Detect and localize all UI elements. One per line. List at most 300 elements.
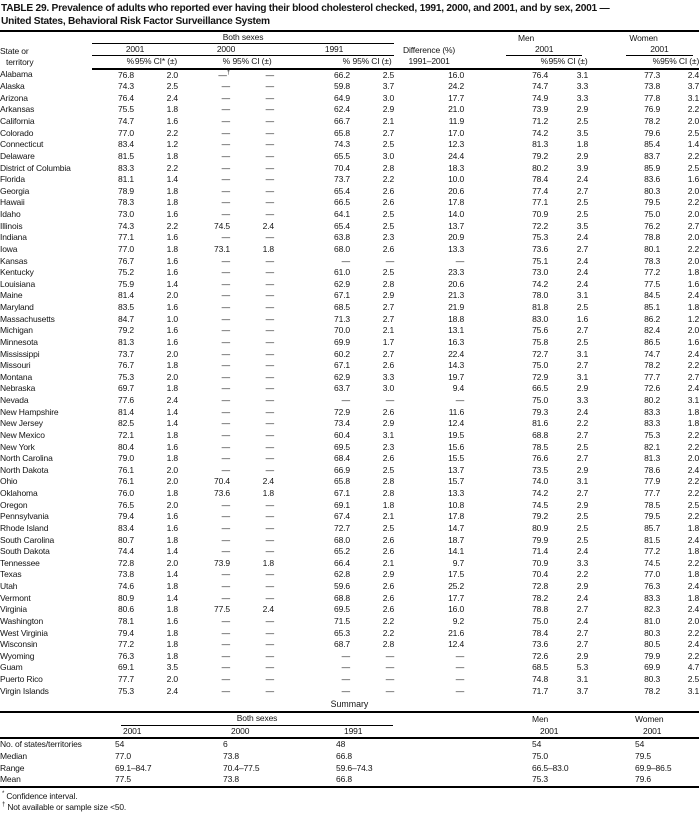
pmen-cell: 70.4 — [532, 569, 549, 580]
p1991-cell: 66.2 — [334, 69, 350, 80]
pwomen-cell: 83.3 — [644, 418, 661, 429]
ciwomen-cell: 1.8 — [687, 302, 699, 313]
ci1991-cell: 2.9 — [382, 569, 395, 580]
pwomen-cell: 74.7 — [644, 348, 661, 359]
pwomen-cell: 78.3 — [644, 255, 661, 266]
ci2000-cell: — — [265, 69, 274, 80]
p2000-cell: — — [221, 511, 230, 522]
table-title — [0, 0, 699, 29]
ci1991-cell: 2.6 — [382, 185, 395, 196]
pwomen-cell: 79.5 — [644, 511, 661, 522]
diff-cell: 24.4 — [448, 150, 465, 161]
p2001-cell: 81.1 — [118, 174, 134, 185]
pwomen-cell: 79.5 — [644, 197, 661, 208]
ci2001-cell: 1.6 — [166, 255, 178, 266]
ci2001-cell: 1.0 — [166, 313, 178, 324]
ci1991-cell: 3.1 — [382, 429, 395, 440]
p1991-cell: 65.8 — [334, 127, 350, 138]
pmen-cell: 75.0 — [532, 395, 549, 406]
p1991-cell: 65.4 — [334, 220, 350, 231]
diff-cell: 25.2 — [448, 581, 465, 592]
footnotes — [0, 788, 699, 813]
pmen-cell: 74.9 — [532, 92, 549, 103]
p2000-cell: — — [221, 162, 230, 173]
ci2000-cell: — — [265, 662, 274, 673]
table-row — [0, 116, 699, 128]
ci2001-cell: 2.0 — [166, 464, 178, 475]
pwomen-cell: 85.4 — [644, 139, 661, 150]
p1991-cell: 62.9 — [334, 278, 350, 289]
pmen-cell: 79.2 — [532, 150, 549, 161]
table-row — [0, 511, 699, 523]
table-row — [0, 151, 699, 163]
ci2001-cell: 1.6 — [166, 615, 178, 626]
cimen-cell: 2.9 — [576, 650, 589, 661]
ci2000-cell: — — [265, 197, 274, 208]
cimen-cell: 2.9 — [576, 581, 589, 592]
ci2001-cell: 1.6 — [166, 232, 178, 243]
summary-y2001-cell: 54 — [115, 738, 125, 749]
p2001-cell: 79.2 — [118, 325, 134, 336]
ci1991-cell: 2.6 — [382, 197, 395, 208]
ciwomen-cell: 2.4 — [687, 290, 699, 301]
p1991-cell: 74.3 — [334, 139, 350, 150]
state-cell: Virginia — [0, 604, 27, 615]
ci2000-cell: — — [265, 627, 274, 638]
cimen-cell: 2.4 — [576, 615, 589, 626]
p2001-cell: 75.3 — [118, 685, 134, 696]
p2000-cell: — — [221, 639, 230, 650]
diff-cell: 17.0 — [448, 127, 465, 138]
p2001-cell: 80.9 — [118, 592, 134, 603]
pwomen-cell: 76.3 — [644, 581, 661, 592]
diff-cell: 14.1 — [448, 546, 465, 557]
cimen-cell: 2.7 — [576, 604, 589, 615]
diff-cell: 18.3 — [448, 162, 465, 173]
summary-spacer — [0, 726, 115, 738]
p2000-cell: 73.9 — [214, 557, 230, 568]
p2000-cell: — — [221, 662, 230, 673]
ci2000-cell: — — [265, 581, 274, 592]
ci2001-cell: 1.8 — [166, 104, 178, 115]
p2001-cell: 79.4 — [118, 511, 134, 522]
ci2001-cell: 2.4 — [166, 395, 178, 406]
ciwomen-cell: 2.5 — [687, 127, 699, 138]
ciwomen-cell: 2.0 — [687, 453, 699, 464]
ci1991-cell: 2.8 — [382, 488, 395, 499]
p2000-cell: —† — [218, 68, 230, 80]
table-row — [0, 628, 699, 640]
cimen-cell: 3.3 — [576, 557, 589, 568]
ci2001-cell: 1.8 — [166, 581, 178, 592]
ci2000-cell: — — [265, 441, 274, 452]
state-cell: Massachusetts — [0, 313, 55, 324]
p2000-cell: — — [221, 685, 230, 696]
table-row — [0, 232, 699, 244]
summary-table — [0, 711, 699, 788]
ci1991-cell: 3.0 — [382, 383, 395, 394]
p1991-cell: 69.5 — [334, 441, 350, 452]
year-header-women-2001: 2001 — [588, 44, 699, 56]
p1991-cell: 68.4 — [334, 453, 350, 464]
ci1991-cell: 1.7 — [382, 336, 395, 347]
difference-header-line2: 1991–2001 — [394, 56, 464, 69]
table-row — [0, 581, 699, 593]
state-cell: Colorado — [0, 127, 34, 138]
ciwomen-cell: 2.4 — [687, 604, 699, 615]
ciwomen-cell: 2.7 — [687, 371, 699, 382]
diff-cell: 20.6 — [448, 278, 465, 289]
ci1991-cell: 3.0 — [382, 92, 395, 103]
p1991-cell: 68.5 — [334, 302, 350, 313]
ci1991-cell: 2.9 — [382, 418, 395, 429]
ci1991-cell: 2.6 — [382, 604, 395, 615]
summary-year-2001: 2001 — [115, 726, 223, 738]
summary-y2000-cell: 73.8 — [223, 774, 336, 787]
pmen-cell: 68.5 — [532, 662, 549, 673]
cimen-cell: 2.5 — [576, 522, 589, 533]
state-cell: Minnesota — [0, 336, 38, 347]
p2001-cell: 74.7 — [118, 116, 134, 127]
p2001-cell: 73.7 — [118, 348, 134, 359]
ciwomen-cell: 2.4 — [687, 69, 699, 80]
cimen-cell: 2.4 — [576, 278, 589, 289]
pwomen-cell: 83.6 — [644, 174, 661, 185]
ci2000-cell: — — [265, 534, 274, 545]
ciwomen-cell: 2.5 — [687, 499, 699, 510]
pmen-cell: 71.4 — [532, 546, 549, 557]
p2000-cell: — — [221, 313, 230, 324]
p2001-cell: 76.8 — [118, 69, 134, 80]
ci2001-cell: 3.5 — [166, 662, 178, 673]
table-row — [0, 476, 699, 488]
pmen-cell: 80.2 — [532, 162, 549, 173]
ci2001-cell: 1.8 — [166, 243, 178, 254]
diff-cell: 12.3 — [448, 139, 465, 150]
p1991-cell: — — [341, 674, 350, 685]
ci2001-cell: 1.6 — [166, 267, 178, 278]
pmen-cell: 81.6 — [532, 418, 549, 429]
ci2001-cell: 1.4 — [166, 569, 178, 580]
ci1991-cell: 2.5 — [382, 139, 395, 150]
pmen-cell: 70.9 — [532, 209, 549, 220]
pwomen-cell: 75.3 — [644, 429, 661, 440]
diff-cell: 13.7 — [448, 464, 465, 475]
cimen-cell: 2.7 — [576, 185, 589, 196]
cimen-cell: 2.4 — [576, 232, 589, 243]
diff-cell: 17.8 — [448, 197, 465, 208]
state-cell: Kentucky — [0, 267, 34, 278]
ci2000-cell: — — [265, 313, 274, 324]
p2001-cell: 73.8 — [118, 569, 134, 580]
table-body — [0, 69, 699, 698]
p2000-cell: — — [221, 267, 230, 278]
p2001-cell: 80.6 — [118, 604, 134, 615]
pmen-cell: 72.7 — [532, 348, 549, 359]
ci1991-cell: 2.5 — [382, 464, 395, 475]
pmen-cell: 75.1 — [532, 255, 549, 266]
cimen-cell: 2.9 — [576, 150, 589, 161]
pwomen-cell: 77.7 — [644, 488, 661, 499]
p2001-cell: 76.0 — [118, 488, 134, 499]
summary-row — [0, 763, 699, 775]
state-cell: Delaware — [0, 150, 35, 161]
footnote: * Confidence interval. — [2, 791, 78, 802]
cimen-cell: 3.1 — [576, 674, 589, 685]
state-cell: Indiana — [0, 232, 27, 243]
ci2001-cell: 1.8 — [166, 534, 178, 545]
state-cell: South Carolina — [0, 534, 55, 545]
ciwomen-cell: 2.2 — [687, 104, 699, 115]
p1991-cell: — — [341, 662, 350, 673]
ciwomen-cell: 1.6 — [687, 336, 699, 347]
ciwomen-cell: 2.2 — [687, 150, 699, 161]
pmen-cell: 71.7 — [532, 685, 549, 696]
state-cell: New Mexico — [0, 429, 45, 440]
p2001-cell: 81.4 — [118, 290, 134, 301]
ci2001-cell: 1.8 — [166, 360, 178, 371]
ciwomen-cell: 2.2 — [687, 488, 699, 499]
ci1991-cell: 2.7 — [382, 313, 395, 324]
pwomen-cell: 85.1 — [644, 302, 661, 313]
ci1991-cell: 2.1 — [382, 511, 395, 522]
ci2000-cell: — — [265, 499, 274, 510]
pmen-cell: 74.5 — [532, 499, 549, 510]
p2000-cell: — — [221, 150, 230, 161]
table-row — [0, 453, 699, 465]
pmen-cell: 75.3 — [532, 232, 549, 243]
p2001-cell: 72.8 — [118, 557, 134, 568]
ci2000-cell: — — [265, 267, 274, 278]
ciwomen-cell: 2.0 — [687, 116, 699, 127]
ci1991-cell: 3.0 — [382, 150, 395, 161]
p1991-cell: — — [341, 255, 350, 266]
ci2000-cell: 1.8 — [262, 243, 274, 254]
pmen-cell: 74.0 — [532, 476, 549, 487]
state-cell: Iowa — [0, 243, 18, 254]
ci1991-cell: 2.1 — [382, 325, 395, 336]
table-row — [0, 418, 699, 430]
diff-cell: 16.0 — [448, 69, 465, 80]
pmen-cell: 73.6 — [532, 243, 549, 254]
ciwomen-cell: 2.4 — [687, 639, 699, 650]
table-row — [0, 128, 699, 140]
table-row — [0, 174, 699, 186]
ci-header-1991: 95% CI (±) — [350, 56, 394, 69]
cimen-cell: 3.5 — [576, 220, 589, 231]
p2000-cell: — — [221, 174, 230, 185]
ci2000-cell: — — [265, 104, 274, 115]
table-row — [0, 639, 699, 651]
state-cell: Nevada — [0, 395, 29, 406]
ci2001-cell: 1.2 — [166, 139, 178, 150]
ci2001-cell: 1.6 — [166, 441, 178, 452]
table-row — [0, 546, 699, 558]
pwomen-cell: 72.6 — [644, 383, 661, 394]
summary-group-both-sexes: Both sexes — [115, 712, 532, 725]
p2001-cell: 78.1 — [118, 615, 134, 626]
p2000-cell: — — [221, 522, 230, 533]
table-row — [0, 244, 699, 256]
diff-cell: 15.6 — [448, 441, 465, 452]
ci1991-cell: — — [385, 255, 395, 266]
diff-cell: 14.3 — [448, 360, 465, 371]
p2000-cell: 77.5 — [214, 604, 230, 615]
ci2000-cell: — — [265, 325, 274, 336]
summary-y1991-cell: 66.8 — [336, 774, 532, 787]
p1991-cell: 68.8 — [334, 592, 350, 603]
diff-cell: 23.3 — [448, 267, 465, 278]
pmen-cell: 68.8 — [532, 429, 549, 440]
p2001-cell: 80.7 — [118, 534, 134, 545]
p2001-cell: 80.4 — [118, 441, 134, 452]
cimen-cell: 3.1 — [576, 290, 589, 301]
state-cell: Maryland — [0, 302, 34, 313]
pwomen-cell: 76.9 — [644, 104, 661, 115]
ci1991-cell: 2.6 — [382, 360, 395, 371]
cimen-cell: 2.7 — [576, 639, 589, 650]
p2001-cell: 77.0 — [118, 127, 134, 138]
pwomen-cell: 77.2 — [644, 267, 661, 278]
ci2000-cell: 1.8 — [262, 557, 274, 568]
pmen-cell: 79.9 — [532, 534, 549, 545]
ci-header-2000: 95% CI (±) — [230, 56, 274, 69]
p2000-cell: — — [221, 395, 230, 406]
ci2000-cell: — — [265, 546, 274, 557]
cimen-cell: 2.2 — [576, 418, 589, 429]
diff-cell: 13.7 — [448, 220, 465, 231]
state-cell: West Virginia — [0, 627, 48, 638]
summary-row — [0, 751, 699, 763]
ci2000-cell: — — [265, 569, 274, 580]
cimen-cell: 2.5 — [576, 534, 589, 545]
diff-cell: 11.9 — [448, 116, 465, 127]
ci2001-cell: 1.4 — [166, 174, 178, 185]
state-cell: New Hampshire — [0, 406, 59, 417]
ci2000-cell: — — [265, 185, 274, 196]
summary-y1991-cell: 48 — [336, 738, 346, 749]
ci1991-cell: 2.8 — [382, 162, 395, 173]
p2001-cell: 75.3 — [118, 371, 134, 382]
pmen-cell: 79.2 — [532, 511, 549, 522]
ci2001-cell: 1.8 — [166, 639, 178, 650]
pmen-cell: 78.4 — [532, 174, 549, 185]
diff-cell: 16.0 — [448, 604, 465, 615]
state-cell: Connecticut — [0, 139, 44, 150]
diff-cell: — — [455, 255, 465, 266]
state-cell: Oklahoma — [0, 488, 38, 499]
pwomen-cell: 81.0 — [644, 615, 661, 626]
p1991-cell: 61.0 — [334, 267, 350, 278]
ci1991-cell: — — [385, 662, 395, 673]
ci1991-cell: 2.1 — [382, 557, 395, 568]
state-cell: Texas — [0, 569, 22, 580]
pmen-cell: 75.6 — [532, 325, 549, 336]
ciwomen-cell: 2.2 — [687, 243, 699, 254]
p2001-cell: 83.4 — [118, 522, 134, 533]
ci2000-cell: — — [265, 360, 274, 371]
diff-cell: 13.3 — [448, 488, 465, 499]
p2000-cell: — — [221, 348, 230, 359]
p2000-cell: — — [221, 325, 230, 336]
summary-label-cell: Mean — [0, 774, 115, 787]
ci2000-cell: — — [265, 685, 274, 696]
ci2000-cell: — — [265, 81, 274, 92]
year-header-2000: 2000 — [178, 44, 274, 56]
ciwomen-cell: 2.2 — [687, 557, 699, 568]
diff-cell: 17.7 — [448, 592, 465, 603]
p2001-cell: 75.9 — [118, 278, 134, 289]
column-header-state — [0, 32, 92, 69]
p1991-cell: 62.9 — [334, 371, 350, 382]
ci1991-cell: — — [385, 650, 395, 661]
table-row — [0, 616, 699, 628]
ci2001-cell: 1.8 — [166, 453, 178, 464]
cimen-cell: 2.2 — [576, 569, 589, 580]
ciwomen-cell: 3.7 — [687, 81, 699, 92]
ci2001-cell: 1.4 — [166, 546, 178, 557]
p2000-cell: — — [221, 127, 230, 138]
pmen-cell: 78.2 — [532, 592, 549, 603]
cimen-cell: 2.7 — [576, 243, 589, 254]
summary-women-cell: 54 — [635, 738, 645, 749]
p2000-cell: — — [221, 302, 230, 313]
table-row — [0, 279, 699, 291]
header-spacer — [394, 32, 464, 44]
pwomen-cell: 75.0 — [644, 209, 661, 220]
pwomen-cell: 69.9 — [644, 662, 661, 673]
p2000-cell: — — [221, 418, 230, 429]
ciwomen-cell: 3.1 — [687, 395, 699, 406]
p2000-cell: — — [221, 592, 230, 603]
ciwomen-cell: 1.2 — [687, 313, 699, 324]
cimen-cell: 2.5 — [576, 209, 589, 220]
ci2001-cell: 1.4 — [166, 418, 178, 429]
ci2001-cell: 2.0 — [166, 476, 178, 487]
pwomen-cell: 86.2 — [644, 313, 661, 324]
summary-body — [0, 738, 699, 788]
state-cell: Kansas — [0, 255, 28, 266]
pmen-cell: 75.8 — [532, 336, 549, 347]
ci1991-cell: 2.7 — [382, 127, 395, 138]
summary-women-cell: 69.9–86.5 — [635, 762, 672, 773]
pmen-cell: 81.3 — [532, 139, 549, 150]
ci2000-cell: — — [265, 429, 274, 440]
state-cell: North Dakota — [0, 464, 49, 475]
p1991-cell: 71.3 — [334, 313, 350, 324]
ciwomen-cell: 2.0 — [687, 232, 699, 243]
summary-header-groups — [0, 712, 699, 725]
state-cell: North Carolina — [0, 453, 53, 464]
ciwomen-cell: 4.7 — [687, 662, 699, 673]
p1991-cell: 69.9 — [334, 336, 350, 347]
ci1991-cell: — — [385, 674, 395, 685]
p1991-cell: — — [341, 650, 350, 661]
diff-cell: 17.8 — [448, 511, 465, 522]
ciwomen-cell: 1.8 — [687, 418, 699, 429]
p2000-cell: — — [221, 371, 230, 382]
p2000-cell: — — [221, 453, 230, 464]
diff-cell: 15.7 — [448, 476, 465, 487]
pmen-cell: 77.4 — [532, 185, 549, 196]
state-cell: Arizona — [0, 92, 28, 103]
pwomen-cell: 86.5 — [644, 336, 661, 347]
p2000-cell: 73.1 — [214, 243, 230, 254]
summary-y2000-cell: 6 — [223, 738, 228, 749]
p2000-cell: 74.5 — [214, 220, 230, 231]
state-cell: Alaska — [0, 81, 25, 92]
pwomen-cell: 74.5 — [644, 557, 661, 568]
